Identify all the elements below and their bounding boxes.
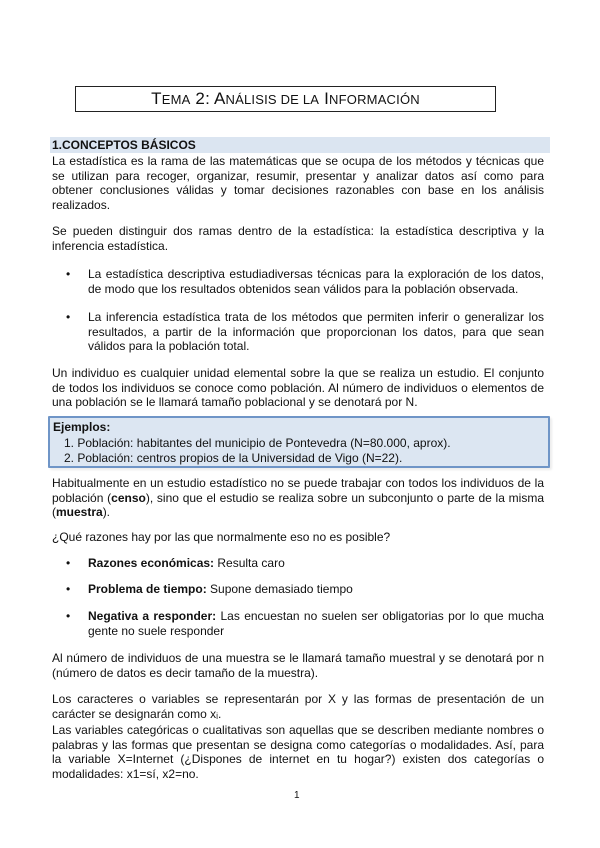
bullet-icon: • (66, 267, 71, 281)
paragraph-categoricas: Las variables categóricas o cualitativas son aquellas que se describen mediante nombres o palabras y las formas que presentan se designa como categorías o modalidades. Así, para la variable X=Internet (¿Dispones de internet en tu hogar?) existen dos categorías o modalidades: x1=sí, x2=no. (52, 723, 544, 781)
bullet-icon: • (66, 609, 71, 623)
title-part: EMA (161, 92, 191, 107)
title-part: T (151, 89, 162, 108)
paragraph-definition: La estadística es la rama de las matemáticas que se ocupa de los métodos y técnicas que se utilizan para recoger, organizar, resumir, presentar y analizar datos así como para obtener conclusiones válidas y tomar decisiones razonables con base en los análisis realizados. (52, 154, 544, 212)
term-muestra: muestra (56, 505, 103, 519)
term-censo: censo (111, 490, 146, 505)
reason-item (88, 582, 544, 597)
title-part: NÁLISIS DE LA (225, 92, 320, 107)
example-item: 1. Población: habitantes del municipio de Pontevedra (N=80.000, aprox). (64, 436, 451, 450)
paragraph-individuo: Un individuo es cualquier unidad elemental sobre la que se realiza un estudio. El conjunto de todos los individuos se conoce como población. Al número de individuos o elementos de una población se le llamará tamaño poblacional y se denotará por N. (52, 366, 544, 409)
page-number: 1 (294, 790, 300, 801)
reason-label: Razones económicas: (88, 556, 215, 570)
bullet-icon: • (66, 556, 71, 570)
text-run: ), sino que el estudio se realiza sobre un subconjunto o parte de la misma ( (52, 490, 544, 519)
branch-descriptive: La estadística descriptiva estudiadiversas técnicas para la exploración de los datos, de modo que los resultados obtenidos sean válidos para la población observada. (88, 267, 544, 296)
bullet-icon: • (66, 310, 71, 324)
paragraph-variables: Los caracteres o variables se representarán por X y las formas de presentación de un carácter se designarán como xᵢ. (52, 692, 544, 721)
reason-text: Resulta caro (214, 556, 285, 570)
example-item: 2. Población: centros propios de la Universidad de Vigo (N=22). (64, 451, 403, 465)
examples-box (48, 416, 550, 468)
text-run: ). (102, 505, 111, 519)
section-header: 1.CONCEPTOS BÁSICOS (50, 137, 550, 153)
reason-text: Las encuestan no suelen ser obligatorias por lo que mucha gente no suele responder (88, 609, 544, 638)
reason-label: Problema de tiempo: (88, 582, 207, 596)
examples-title: Ejemplos: (53, 420, 111, 434)
paragraph-tamano-muestral: Al número de individuos de una muestra se le llamará tamaño muestral y se denotará por n (número de datos es decir tamaño de la muestra). (52, 651, 544, 680)
title-part: NFORMACIÓN (329, 92, 420, 107)
branch-inference: La inferencia estadística trata de los métodos que permiten inferir o generalizar los resultados, a partir de la información que proporcionan los datos, para que sean válidos para la población total. (88, 310, 544, 353)
title-part: 2: A (190, 89, 226, 108)
title-part: I (319, 89, 330, 108)
paragraph-muestra (52, 476, 544, 520)
reason-item (88, 556, 544, 571)
reason-label: Negativa a responder: (88, 609, 217, 623)
question: ¿Qué razones hay por las que normalmente eso no es posible? (52, 530, 391, 544)
paragraph-branches: Se pueden distinguir dos ramas dentro de la estadística: la estadística descriptiva y la inferencia estadística. (52, 224, 544, 253)
document-title (75, 86, 496, 112)
bullet-icon: • (66, 582, 71, 596)
text-run: Habitualmente en un estudio estadístico no se puede trabajar con todos los individuos de la población ( (52, 476, 544, 505)
reason-text: Supone demasiado tiempo (206, 582, 353, 596)
reason-item (88, 609, 544, 638)
